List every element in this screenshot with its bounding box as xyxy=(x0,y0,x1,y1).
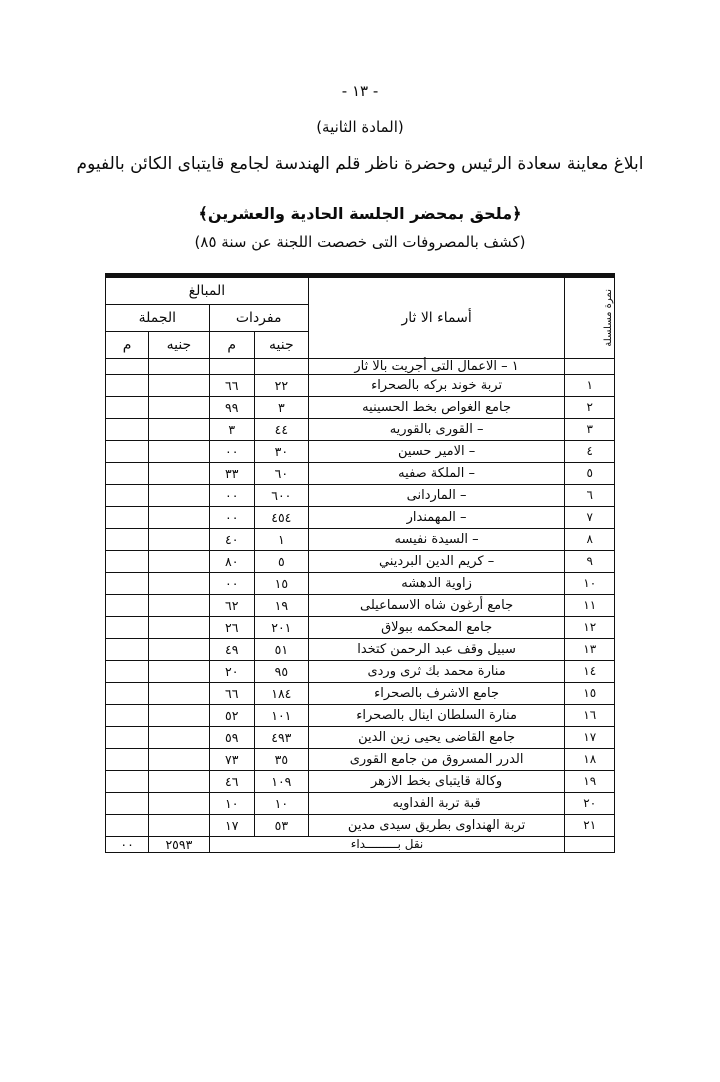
column-header-serial-label: نمرة مسلسلة xyxy=(603,288,614,347)
table-row xyxy=(106,550,615,572)
row-monument-name: – الماردانى xyxy=(308,484,565,506)
row-monument-name: جامع القاضى يحيى زين الدين xyxy=(308,726,565,748)
row-jumla-pounds xyxy=(149,748,209,770)
table-row xyxy=(106,792,615,814)
annex-note: ﴿ملحق بمحضر الجلسة الحادية والعشرين﴾ xyxy=(198,203,522,223)
row-jumla-milliemes xyxy=(106,396,149,418)
row-mufradat-pounds: ٩٥ xyxy=(254,660,308,682)
row-jumla-pounds xyxy=(149,792,209,814)
row-monument-name: تربة خوند بركه بالصحراء xyxy=(308,374,565,396)
row-serial: ٤ xyxy=(565,440,615,462)
row-mufradat-milliemes: ٠٠ xyxy=(209,484,254,506)
carry-jumla-milliemes: ٠٠ xyxy=(106,836,149,852)
table-row xyxy=(106,814,615,836)
row-monument-name: سبيل وقف عبد الرحمن كتخدا xyxy=(308,638,565,660)
column-header-mufradat: مفردات xyxy=(209,304,308,331)
row-jumla-milliemes xyxy=(106,462,149,484)
row-jumla-milliemes xyxy=(106,506,149,528)
row-monument-name: جامع المحكمه ببولاق xyxy=(308,616,565,638)
unit-header-mufradat-milliemes: م xyxy=(209,331,254,358)
row-mufradat-pounds: ١ xyxy=(254,528,308,550)
table-header xyxy=(106,277,615,358)
row-jumla-pounds xyxy=(149,594,209,616)
row-mufradat-milliemes: ٠٠ xyxy=(209,440,254,462)
row-jumla-pounds xyxy=(149,682,209,704)
row-mufradat-pounds: ٥٣ xyxy=(254,814,308,836)
row-monument-name: جامع الغواص بخط الحسينيه xyxy=(308,396,565,418)
row-mufradat-milliemes: ٠٠ xyxy=(209,572,254,594)
row-monument-name: زاوية الدهشه xyxy=(308,572,565,594)
row-jumla-pounds xyxy=(149,660,209,682)
row-monument-name: الدرر المسروق من جامع القورى xyxy=(308,748,565,770)
table-row xyxy=(106,506,615,528)
row-mufradat-pounds: ١٠٩ xyxy=(254,770,308,792)
table-row xyxy=(106,682,615,704)
table-row xyxy=(106,440,615,462)
row-serial: ٢ xyxy=(565,396,615,418)
table-row xyxy=(106,418,615,440)
row-serial: ١٩ xyxy=(565,770,615,792)
row-mufradat-milliemes: ٨٠ xyxy=(209,550,254,572)
row-mufradat-pounds: ١٠١ xyxy=(254,704,308,726)
row-monument-name: جامع أرغون شاه الاسماعيلى xyxy=(308,594,565,616)
section-jumla-pounds xyxy=(149,358,209,374)
row-serial: ١١ xyxy=(565,594,615,616)
row-jumla-milliemes xyxy=(106,616,149,638)
row-serial: ١ xyxy=(565,374,615,396)
row-mufradat-milliemes: ٧٣ xyxy=(209,748,254,770)
sub-note: (كشف بالمصروفات التى خصصت اللجنة عن سنة ٨٥) xyxy=(194,232,526,251)
table-row xyxy=(106,638,615,660)
section-jumla-milliemes xyxy=(106,358,149,374)
row-jumla-milliemes xyxy=(106,638,149,660)
row-mufradat-milliemes: ٢٠ xyxy=(209,660,254,682)
ledger-table xyxy=(105,277,615,853)
row-jumla-pounds xyxy=(149,462,209,484)
row-jumla-milliemes xyxy=(106,572,149,594)
row-serial: ٣ xyxy=(565,418,615,440)
row-jumla-pounds xyxy=(149,814,209,836)
row-mufradat-pounds: ١٨٤ xyxy=(254,682,308,704)
row-mufradat-pounds: ٣ xyxy=(254,396,308,418)
unit-header-jumla-pounds: جنيه xyxy=(149,331,209,358)
row-mufradat-pounds: ٥ xyxy=(254,550,308,572)
row-jumla-pounds xyxy=(149,638,209,660)
row-serial: ٦ xyxy=(565,484,615,506)
carry-forward-label: نقل بـــــــــداء xyxy=(209,836,565,852)
row-jumla-milliemes xyxy=(106,726,149,748)
row-mufradat-pounds: ١٥ xyxy=(254,572,308,594)
row-jumla-milliemes xyxy=(106,792,149,814)
row-mufradat-milliemes: ٣ xyxy=(209,418,254,440)
row-mufradat-pounds: ٤٤ xyxy=(254,418,308,440)
row-mufradat-pounds: ٤٩٣ xyxy=(254,726,308,748)
row-jumla-milliemes xyxy=(106,682,149,704)
column-header-names: أسماء الا ثار xyxy=(308,277,565,358)
row-monument-name: – السيدة نفيسه xyxy=(308,528,565,550)
row-mufradat-milliemes: ٤٩ xyxy=(209,638,254,660)
row-monument-name: – القورى بالقوريه xyxy=(308,418,565,440)
row-monument-name: جامع الاشرف بالصحراء xyxy=(308,682,565,704)
section-mufradat-milliemes xyxy=(209,358,254,374)
row-mufradat-milliemes: ٤٦ xyxy=(209,770,254,792)
table-row xyxy=(106,748,615,770)
row-mufradat-pounds: ٦٠ xyxy=(254,462,308,484)
row-mufradat-milliemes: ٤٠ xyxy=(209,528,254,550)
row-jumla-pounds xyxy=(149,396,209,418)
row-jumla-milliemes xyxy=(106,814,149,836)
row-mufradat-pounds: ٢٢ xyxy=(254,374,308,396)
section-serial-cell xyxy=(565,358,615,374)
table-row xyxy=(106,660,615,682)
row-mufradat-milliemes: ٦٦ xyxy=(209,374,254,396)
row-jumla-pounds xyxy=(149,616,209,638)
row-monument-name: وكالة قايتباى بخط الازهر xyxy=(308,770,565,792)
row-serial: ١٦ xyxy=(565,704,615,726)
row-mufradat-milliemes: ٦٦ xyxy=(209,682,254,704)
column-header-serial xyxy=(565,277,615,358)
carry-jumla-pounds: ٢٥٩٣ xyxy=(149,836,209,852)
row-jumla-milliemes xyxy=(106,484,149,506)
row-jumla-milliemes xyxy=(106,550,149,572)
page-title: ابلاغ معاينة سعادة الرئيس وحضرة ناظر قلم الهندسة لجامع قايتباى الكائن بالفيوم xyxy=(76,154,644,174)
row-jumla-pounds xyxy=(149,484,209,506)
row-mufradat-pounds: ١٠ xyxy=(254,792,308,814)
section-title-cell: ١ – الاعمال التى أجريت بالا ثار xyxy=(308,358,565,374)
row-mufradat-milliemes: ٠٠ xyxy=(209,506,254,528)
row-jumla-pounds xyxy=(149,418,209,440)
table-row xyxy=(106,572,615,594)
row-jumla-pounds xyxy=(149,726,209,748)
row-monument-name: تربة الهنداوى بطريق سيدى مدين xyxy=(308,814,565,836)
row-jumla-pounds xyxy=(149,506,209,528)
table-row xyxy=(106,396,615,418)
carry-serial-cell xyxy=(565,836,615,852)
row-monument-name: – كريم الدين البرديني xyxy=(308,550,565,572)
row-jumla-milliemes xyxy=(106,374,149,396)
row-monument-name: – الملكة صفيه xyxy=(308,462,565,484)
section-title-row xyxy=(106,358,615,374)
page-number: - ١٣ - xyxy=(341,82,379,100)
row-mufradat-pounds: ٦٠٠ xyxy=(254,484,308,506)
section-mufradat-pounds xyxy=(254,358,308,374)
row-mufradat-pounds: ٥١ xyxy=(254,638,308,660)
row-serial: ٨ xyxy=(565,528,615,550)
row-jumla-milliemes xyxy=(106,704,149,726)
unit-header-mufradat-pounds: جنيه xyxy=(254,331,308,358)
row-mufradat-pounds: ٣٠ xyxy=(254,440,308,462)
row-serial: ١٧ xyxy=(565,726,615,748)
table-row xyxy=(106,528,615,550)
row-jumla-milliemes xyxy=(106,660,149,682)
row-serial: ١٠ xyxy=(565,572,615,594)
row-jumla-milliemes xyxy=(106,440,149,462)
table-row xyxy=(106,726,615,748)
row-mufradat-milliemes: ٩٩ xyxy=(209,396,254,418)
row-mufradat-milliemes: ١٧ xyxy=(209,814,254,836)
row-jumla-milliemes xyxy=(106,418,149,440)
row-monument-name: – المهمندار xyxy=(308,506,565,528)
row-serial: ٧ xyxy=(565,506,615,528)
row-mufradat-pounds: ٢٠١ xyxy=(254,616,308,638)
table-row xyxy=(106,374,615,396)
column-header-jumla: الجملة xyxy=(106,304,210,331)
row-serial: ١٣ xyxy=(565,638,615,660)
table-row xyxy=(106,594,615,616)
row-jumla-milliemes xyxy=(106,748,149,770)
row-monument-name: قبة تربة الفداويه xyxy=(308,792,565,814)
column-header-amounts: المبالغ xyxy=(106,277,309,304)
table-row xyxy=(106,484,615,506)
row-mufradat-milliemes: ٥٩ xyxy=(209,726,254,748)
row-monument-name: منارة السلطان اينال بالصحراء xyxy=(308,704,565,726)
row-mufradat-pounds: ٤٥٤ xyxy=(254,506,308,528)
table-row xyxy=(106,704,615,726)
row-monument-name: – الامير حسين xyxy=(308,440,565,462)
row-jumla-milliemes xyxy=(106,770,149,792)
row-jumla-pounds xyxy=(149,550,209,572)
row-mufradat-milliemes: ٥٢ xyxy=(209,704,254,726)
row-jumla-pounds xyxy=(149,572,209,594)
row-serial: ١٤ xyxy=(565,660,615,682)
row-mufradat-milliemes: ١٠ xyxy=(209,792,254,814)
row-jumla-pounds xyxy=(149,440,209,462)
ledger-table-wrapper xyxy=(105,273,615,853)
row-mufradat-pounds: ١٩ xyxy=(254,594,308,616)
table-row xyxy=(106,462,615,484)
row-serial: ١٢ xyxy=(565,616,615,638)
row-jumla-milliemes xyxy=(106,594,149,616)
row-mufradat-milliemes: ٣٣ xyxy=(209,462,254,484)
table-row xyxy=(106,770,615,792)
row-serial: ١٥ xyxy=(565,682,615,704)
row-serial: ٩ xyxy=(565,550,615,572)
row-jumla-pounds xyxy=(149,770,209,792)
row-mufradat-milliemes: ٢٦ xyxy=(209,616,254,638)
row-serial: ١٨ xyxy=(565,748,615,770)
table-body xyxy=(106,358,615,852)
row-serial: ٥ xyxy=(565,462,615,484)
row-serial: ٢١ xyxy=(565,814,615,836)
row-jumla-pounds xyxy=(149,704,209,726)
row-mufradat-milliemes: ٦٢ xyxy=(209,594,254,616)
carry-forward-row xyxy=(106,836,615,852)
row-monument-name: منارة محمد بك ثرى وردى xyxy=(308,660,565,682)
table-row xyxy=(106,616,615,638)
row-jumla-pounds xyxy=(149,528,209,550)
row-mufradat-pounds: ٣٥ xyxy=(254,748,308,770)
row-jumla-milliemes xyxy=(106,528,149,550)
row-jumla-pounds xyxy=(149,374,209,396)
row-serial: ٢٠ xyxy=(565,792,615,814)
article-label: (المادة الثانية) xyxy=(316,118,404,136)
unit-header-jumla-milliemes: م xyxy=(106,331,149,358)
